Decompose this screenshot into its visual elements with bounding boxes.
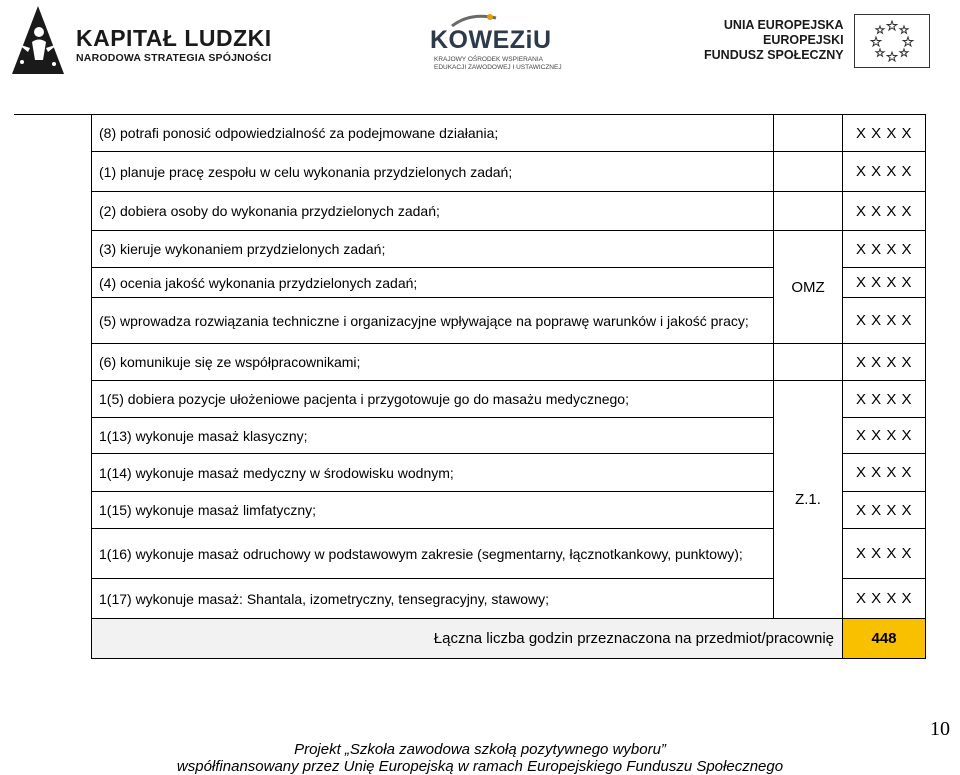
table-row — [92, 152, 926, 192]
page-number: 10 — [930, 718, 950, 740]
outer-frame — [14, 114, 91, 662]
row-marks: X X X X — [843, 298, 926, 344]
code-z1: Z.1. — [774, 381, 843, 619]
kapital-ludzki-title: KAPITAŁ LUDZKI — [76, 25, 272, 51]
ue-line-1: UNIA EUROPEJSKA — [723, 18, 844, 32]
row-text: (2) dobiera osoby do wykonania przydzielonych zadań; — [92, 192, 774, 231]
row-marks: X X X X — [843, 344, 926, 381]
ue-line-2: EUROPEJSKI — [763, 33, 844, 47]
row-text: (1) planuje pracę zespołu w celu wykonania przydzielonych zadań; — [92, 152, 774, 192]
row-text: (8) potrafi ponosić odpowiedzialność za podejmowane działania; — [92, 115, 774, 152]
kapital-ludzki-emblem-icon — [8, 4, 68, 74]
table-row — [92, 192, 926, 231]
row-marks: X X X X — [843, 418, 926, 454]
row-text: 1(14) wykonuje masaż medyczny w środowisku wodnym; — [92, 454, 774, 492]
row-marks: X X X X — [843, 529, 926, 579]
table-row — [92, 115, 926, 152]
code-cell — [774, 344, 843, 381]
row-text: (4) ocenia jakość wykonania przydzielonych zadań; — [92, 268, 774, 298]
row-text: (3) kieruje wykonaniem przydzielonych zadań; — [92, 231, 774, 268]
row-marks: X X X X — [843, 381, 926, 418]
row-marks: X X X X — [843, 579, 926, 619]
row-text: 1(5) dobiera pozycje ułożeniowe pacjenta i przygotowuje go do masażu medycznego; — [92, 381, 774, 418]
table-row — [92, 344, 926, 381]
footer-funding-note: współfinansowany przez Unię Europejską w ramach Europejskiego Funduszu Społecznego — [176, 758, 784, 775]
row-marks: X X X X — [843, 152, 926, 192]
total-value: 448 — [843, 619, 926, 659]
code-cell — [774, 152, 843, 192]
table-row — [92, 381, 926, 418]
ue-efs-logo — [704, 18, 930, 68]
footer-project-title: Projekt „Szkoła zawodowa szkołą pozytywnego wyboru” — [294, 741, 666, 758]
learning-outcomes-table — [91, 114, 926, 659]
row-text: 1(17) wykonuje masaż: Shantala, izometryczny, tensegracyjny, stawowy; — [92, 579, 774, 619]
total-label: Łączna liczba godzin przeznaczona na przedmiot/pracownię — [92, 619, 843, 659]
eu-flag-icon — [854, 14, 930, 68]
page-header — [0, 0, 960, 90]
row-marks: X X X X — [843, 492, 926, 529]
kowezu-title: KOWEZiU — [430, 26, 552, 54]
row-marks: X X X X — [843, 231, 926, 268]
row-text: (6) komunikuje się ze współpracownikami; — [92, 344, 774, 381]
code-cell — [774, 115, 843, 152]
row-marks: X X X X — [843, 268, 926, 298]
row-marks: X X X X — [843, 115, 926, 152]
code-omz: OMZ — [774, 231, 843, 344]
kapital-ludzki-subtitle: NARODOWA STRATEGIA SPÓJNOŚCI — [76, 52, 272, 64]
row-text: 1(13) wykonuje masaż klasyczny; — [92, 418, 774, 454]
row-marks: X X X X — [843, 192, 926, 231]
row-marks: X X X X — [843, 454, 926, 492]
kapital-ludzki-logo — [8, 4, 272, 74]
kowezu-subtitle: KRAJOWY OŚRODEK WSPIERANIA EDUKACJI ZAWODOWEJ I USTAWICZNEJ — [434, 56, 562, 71]
code-cell — [774, 192, 843, 231]
row-text: (5) wprowadza rozwiązania techniczne i organizacyjne wpływające na poprawę warunków i jakość pracy; — [92, 298, 774, 344]
row-text: 1(16) wykonuje masaż odruchowy w podstawowym zakresie (segmentarny, łącznotkankowy, punktowy); — [92, 529, 774, 579]
ue-line-3: FUNDUSZ SPOŁECZNY — [704, 48, 844, 62]
row-text: 1(15) wykonuje masaż limfatyczny; — [92, 492, 774, 529]
kowezu-logo — [430, 12, 570, 78]
total-row — [92, 619, 926, 659]
table-row — [92, 231, 926, 268]
